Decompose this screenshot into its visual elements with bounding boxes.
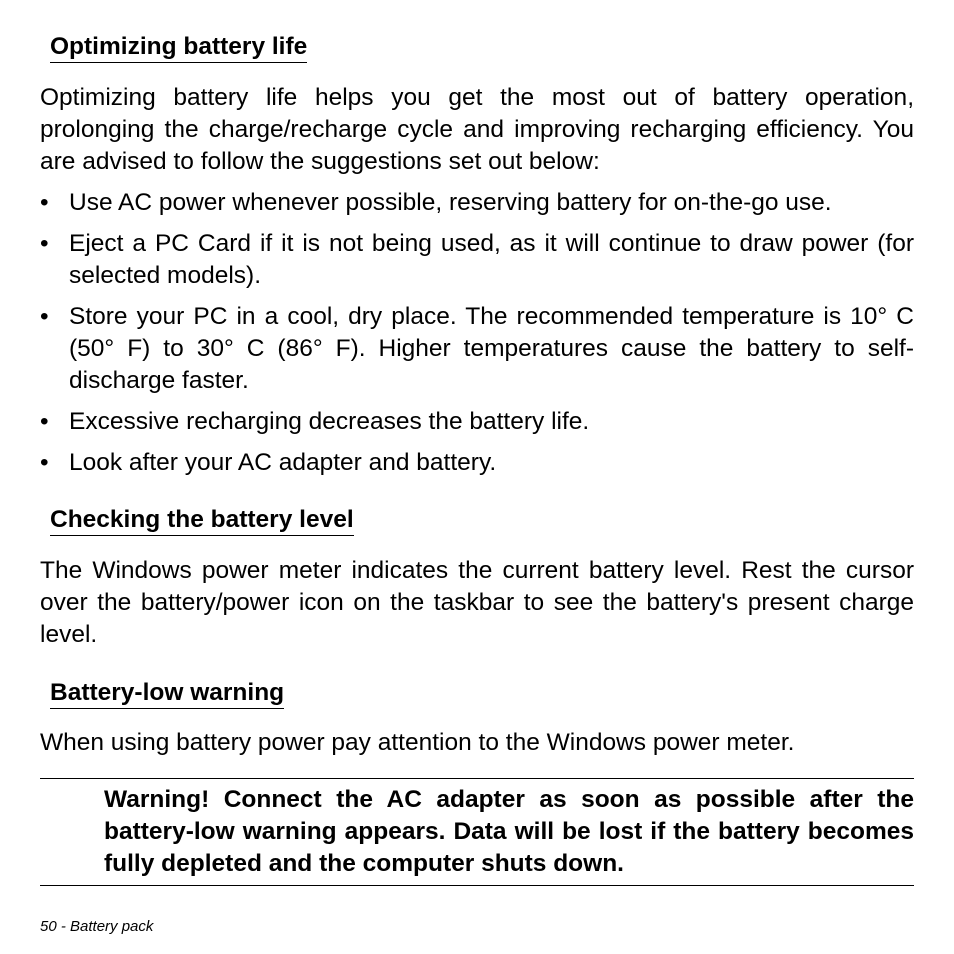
list-item	[40, 447, 914, 479]
list-item-text: Eject a PC Card if it is not being used, as it will continue to draw power (for selected models).	[69, 230, 914, 289]
bullet-marker: •	[40, 408, 49, 435]
battery-low-paragraph: When using battery power pay attention to the Windows power meter.	[40, 729, 795, 756]
list-item-text: Look after your AC adapter and battery.	[69, 449, 497, 476]
bullet-marker: •	[40, 230, 49, 257]
list-item-text: Store your PC in a cool, dry place. The recommended temperature is 10° C (50° F) to 30° C (86° F). Higher temperatures cause the battery to self-discharge faster.	[69, 303, 914, 394]
heading-checking-battery-level: Checking the battery level	[50, 506, 354, 536]
warning-top-divider	[40, 778, 914, 779]
warning-bottom-divider	[40, 885, 914, 886]
heading-optimizing-battery-life: Optimizing battery life	[50, 33, 307, 63]
list-item	[40, 228, 914, 292]
bullet-marker: •	[40, 449, 49, 476]
page-footer: 50 - Battery pack	[40, 918, 154, 935]
list-item	[40, 187, 914, 219]
list-item	[40, 406, 914, 438]
list-item-text: Use AC power whenever possible, reserving battery for on-the-go use.	[69, 189, 832, 216]
bullet-marker: •	[40, 303, 49, 330]
checking-paragraph: The Windows power meter indicates the current battery level. Rest the cursor over the battery/power icon on the taskbar to see the battery's present charge level.	[40, 557, 914, 648]
intro-paragraph: Optimizing battery life helps you get the most out of battery operation, prolonging the charge/recharge cycle and improving recharging efficiency. You are advised to follow the suggestions set out below:	[40, 84, 914, 175]
bullet-marker: •	[40, 189, 49, 216]
list-item	[40, 301, 914, 397]
warning-note: Warning! Connect the AC adapter as soon as possible after the battery-low warning appears. Data will be lost if the battery becomes fully depleted and the computer shuts down.	[104, 786, 914, 877]
heading-battery-low-warning: Battery-low warning	[50, 679, 284, 709]
list-item-text: Excessive recharging decreases the battery life.	[69, 408, 590, 435]
